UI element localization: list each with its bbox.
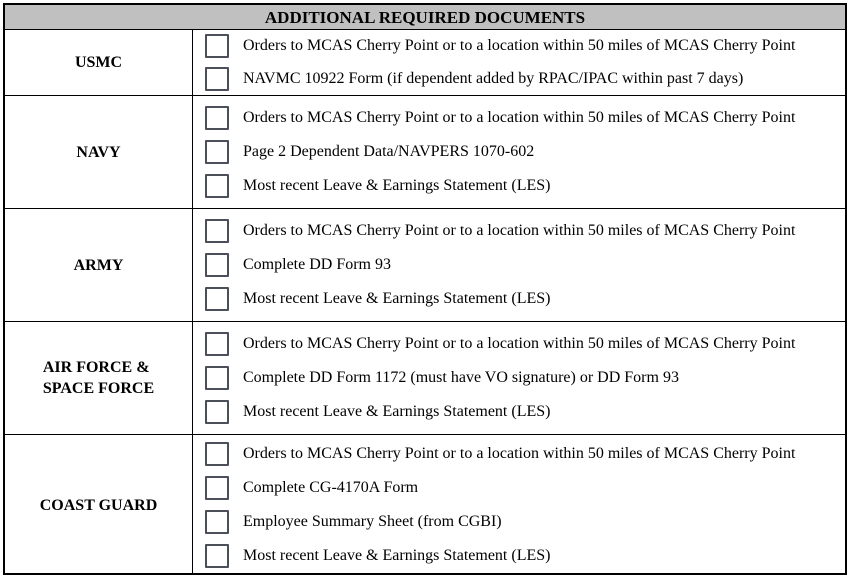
checklist-item [205, 248, 845, 282]
checklist-item [205, 63, 845, 96]
checkbox[interactable] [205, 287, 229, 311]
branch-label [5, 435, 193, 575]
section-air-space-force [5, 322, 845, 435]
checkbox[interactable] [205, 34, 229, 58]
checklist-item [205, 505, 845, 539]
branch-name-line-1: AIR FORCE & [42, 359, 150, 376]
section-usmc [5, 30, 845, 96]
item-label: Complete DD Form 93 [243, 256, 391, 273]
checklist-item [205, 135, 845, 169]
branch-label [5, 322, 193, 434]
item-label: Most recent Leave & Earnings Statement (LES) [243, 290, 551, 307]
checklist-item [205, 539, 845, 573]
checkbox[interactable] [205, 219, 229, 243]
branch-name: COAST GUARD [39, 496, 158, 514]
checklist-item [205, 327, 845, 361]
item-label: Complete CG-4170A Form [243, 479, 419, 496]
item-label: Most recent Leave & Earnings Statement (LES) [243, 547, 551, 564]
checklist-item [205, 101, 845, 135]
item-label: Orders to MCAS Cherry Point or to a location within 50 miles of MCAS Cherry Point [243, 37, 796, 55]
checkbox[interactable] [205, 510, 229, 534]
item-label: Most recent Leave & Earnings Statement (LES) [243, 403, 551, 420]
item-label: Complete DD Form 1172 (must have VO signature) or DD Form 93 [243, 369, 679, 386]
table-title: ADDITIONAL REQUIRED DOCUMENTS [5, 5, 845, 30]
item-label: Orders to MCAS Cherry Point or to a location within 50 miles of MCAS Cherry Point [243, 109, 796, 126]
checkbox[interactable] [205, 174, 229, 198]
checklist-item [205, 214, 845, 248]
checkbox[interactable] [205, 67, 229, 91]
checklist-item [205, 395, 845, 429]
checklist [193, 435, 845, 575]
branch-name: USMC [74, 54, 123, 71]
checklist-item [205, 471, 845, 505]
item-label: Orders to MCAS Cherry Point or to a location within 50 miles of MCAS Cherry Point [243, 445, 796, 462]
branch-label [5, 209, 193, 321]
checklist-item [205, 361, 845, 395]
checklist-item [205, 169, 845, 203]
item-label: Employee Summary Sheet (from CGBI) [243, 513, 502, 530]
item-label: NAVMC 10922 Form (if dependent added by RPAC/IPAC within past 7 days) [243, 69, 744, 87]
checkbox[interactable] [205, 366, 229, 390]
section-coast-guard [5, 435, 845, 575]
branch-name: NAVY [76, 143, 121, 161]
checkbox[interactable] [205, 106, 229, 130]
checkbox[interactable] [205, 544, 229, 568]
item-label: Orders to MCAS Cherry Point or to a location within 50 miles of MCAS Cherry Point [243, 222, 796, 239]
checklist [193, 322, 845, 434]
checkbox[interactable] [205, 400, 229, 424]
checkbox[interactable] [205, 442, 229, 466]
checklist-item [205, 282, 845, 316]
checklist-item [205, 437, 845, 471]
checkbox[interactable] [205, 476, 229, 500]
checklist [193, 96, 845, 208]
checklist [193, 30, 845, 95]
branch-name: ARMY [73, 256, 124, 274]
item-label: Page 2 Dependent Data/NAVPERS 1070-602 [243, 143, 535, 160]
checkbox[interactable] [205, 140, 229, 164]
section-navy [5, 96, 845, 209]
section-army [5, 209, 845, 322]
checkbox[interactable] [205, 253, 229, 277]
item-label: Orders to MCAS Cherry Point or to a location within 50 miles of MCAS Cherry Point [243, 335, 796, 352]
checklist [193, 209, 845, 321]
documents-table [3, 3, 847, 575]
branch-label [5, 30, 193, 95]
branch-name-line-2: SPACE FORCE [42, 380, 155, 397]
item-label: Most recent Leave & Earnings Statement (LES) [243, 177, 551, 194]
checkbox[interactable] [205, 332, 229, 356]
checklist-item [205, 30, 845, 63]
branch-label [5, 96, 193, 208]
